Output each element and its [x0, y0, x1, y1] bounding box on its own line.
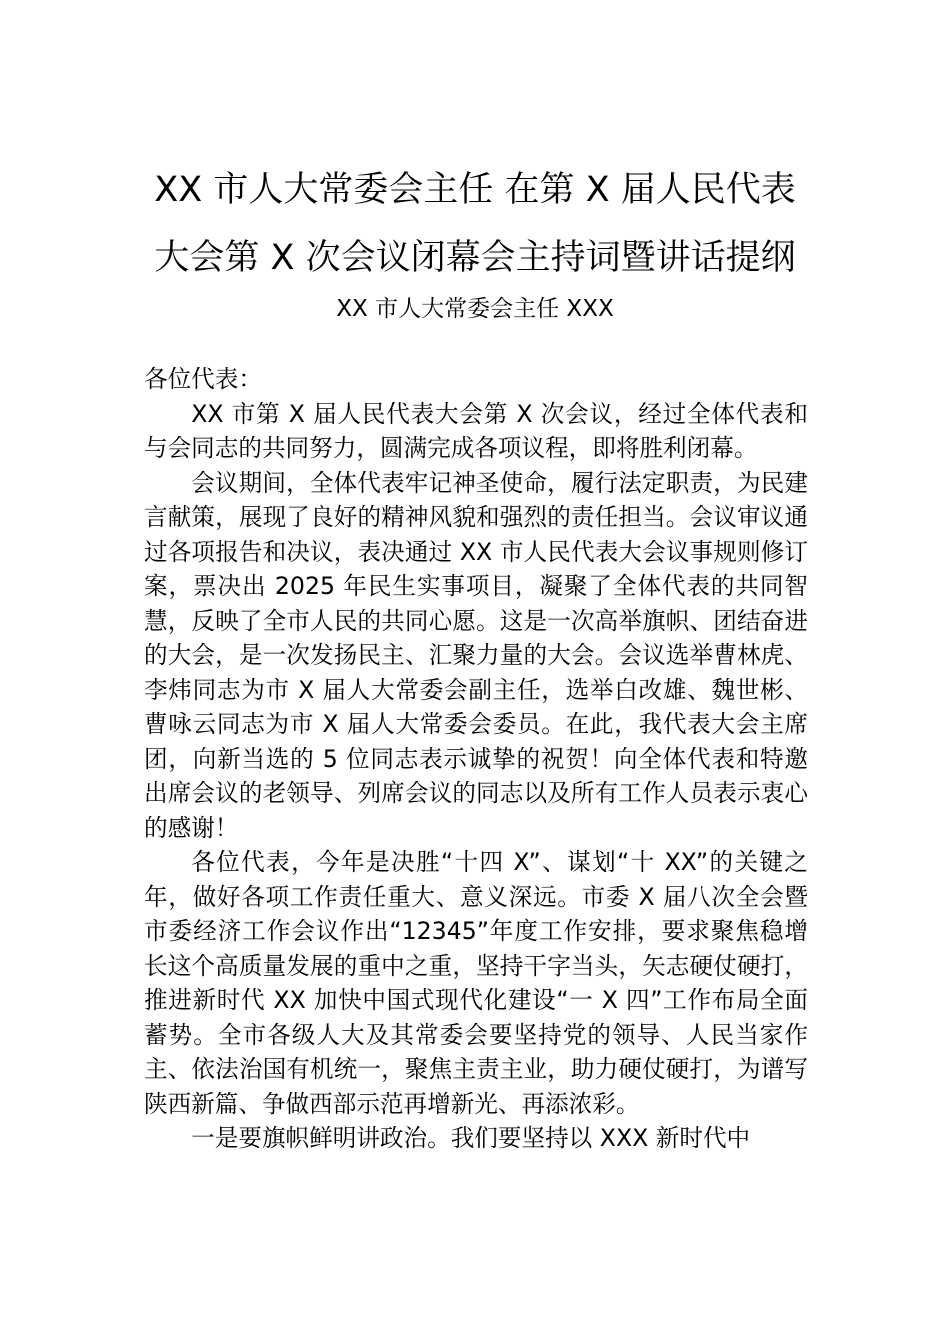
document-author: XX 市人大常委会主任 XXX: [336, 296, 614, 322]
document-title-line-2: 大会第 X 次会议闭幕会主持词暨讲话提纲: [154, 238, 796, 278]
paragraph-2: 会议期间，全体代表牢记神圣使命，履行法定职责，为民建言献策，展现了良好的精神风貌和强烈的责任担当。会议审议通过各项报告和决议，表决通过 XX 市人民代表大会议事规则修订案，票决出 2025 年民生实事项目，凝聚了全体代表的共同智慧，反映了全市人民的共同心愿。这是一次高举旗帜、团结奋进的大会，是一次发扬民主、汇聚力量的大会。会议选举曹林虎、李炜同志为市 X 届人大常委会副主任，选举白改雄、魏世彬、曹咏云同志为市 X 届人大常委会委员。在此，我代表大会主席团，向新当选的 5 位同志表示诚挚的祝贺！向全体代表和特邀出席会议的老领导、列席会议的同志以及所有工作人员表示衷心的感谢！: [144, 468, 808, 842]
paragraph-4: 一是要旗帜鲜明讲政治。我们要坚持以 XXX 新时代中: [191, 1124, 751, 1152]
paragraph-3: 各位代表，今年是决胜“十四 X”、谋划“十 XX”的关键之年，做好各项工作责任重大、意义深远。市委 X 届八次全会暨市委经济工作会议作出“12345”年度工作安排，要求聚焦稳增长这个高质量发展的重中之重，坚持干字当头，矢志硬仗硬打，推进新时代 XX 加快中国式现代化建设“一 X 四”工作布局全面蓄势。全市各级人大及其常委会要坚持党的领导、人民当家作主、依法治国有机统一，聚焦主责主业，助力硬仗硬打，为谱写陕西新篇、争做西部示范再增新光、再添浓彩。: [144, 848, 808, 1118]
salutation: 各位代表：: [144, 365, 262, 393]
paragraph-1: XX 市第 X 届人民代表大会第 X 次会议，经过全体代表和与会同志的共同努力，圆满完成各项议程，即将胜利闭幕。: [144, 399, 808, 462]
document-body: [144, 362, 808, 1156]
document-title-line-1: XX 市人大常委会主任 在第 X 届人民代表: [154, 170, 796, 210]
